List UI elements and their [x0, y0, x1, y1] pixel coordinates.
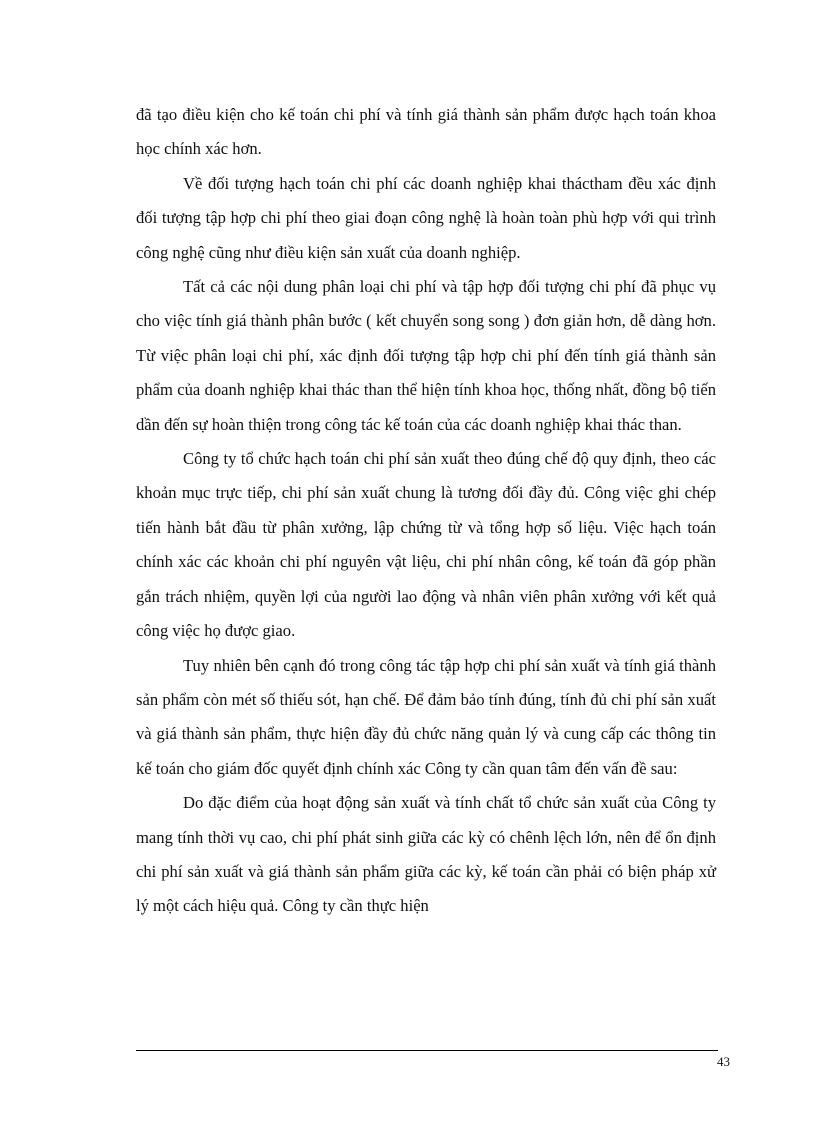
footer-divider — [136, 1050, 718, 1051]
paragraph-continuation: đã tạo điều kiện cho kế toán chi phí và tính giá thành sản phẩm được hạch toán khoa học chính xác hơn. — [136, 105, 716, 159]
document-body — [136, 98, 716, 924]
paragraph-cost-objects: Về đối tượng hạch toán chi phí các doanh nghiệp khai tháctham đều xác định đối tượng tập hợp chi phí theo giai đoạn công nghệ là hoàn toàn phù hợp với qui trình công nghệ cũng như điều kiện sản xuất của doanh nghiệp. — [136, 173, 716, 262]
paragraph-limitations: Tuy nhiên bên cạnh đó trong công tác tập hợp chi phí sản xuất và tính giá thành sản phẩm còn mét số thiếu sót, hạn chế. Để đảm bảo tính đúng, tính đủ chi phí sản xuất và giá thành sản phẩm, thực hiện đầy đủ chức năng quản lý và cung cấp các thông tin kế toán cho giám đốc quyết định chính xác Công ty cần quan tâm đến vấn đề sau: — [136, 655, 716, 778]
paragraph-seasonal-production: Do đặc điểm của hoạt động sản xuất và tính chất tổ chức sản xuất của Công ty mang tính thời vụ cao, chi phí phát sinh giữa các kỳ có chênh lệch lớn, nên để ổn định chi phí sản xuất và giá thành sản phẩm giữa các kỳ, kế toán cần phải có biện pháp xử lý một cách hiệu quả. Công ty cần thực hiện — [136, 793, 716, 916]
paragraph-cost-classification: Tất cả các nội dung phân loại chi phí và tập hợp đối tượng chi phí đã phục vụ cho việc tính giá thành phân bước ( kết chuyển song song ) đơn giản hơn, dễ dàng hơn. Từ việc phân loại chi phí, xác định đối tượng tập hợp chi phí đến tính giá thành sản phẩm của doanh nghiệp khai thác than thể hiện tính khoa học, thống nhất, đồng bộ tiến dần đến sự hoàn thiện trong công tác kế toán của các doanh nghiệp khai thác than. — [136, 277, 716, 434]
paragraph-company-accounting: Công ty tổ chức hạch toán chi phí sản xuất theo đúng chế độ quy định, theo các khoản mục trực tiếp, chi phí sản xuất chung là tương đối đầy đủ. Công việc ghi chép tiến hành bắt đầu từ phân xưởng, lập chứng từ và tổng hợp số liệu. Việc hạch toán chính xác các khoản chi phí nguyên vật liệu, chi phí nhân công, kế toán đã góp phần gắn trách nhiệm, quyền lợi của người lao động và nhân viên phân xưởng với kết quả công việc họ được giao. — [136, 449, 716, 641]
page-number: 43 — [717, 1054, 730, 1069]
